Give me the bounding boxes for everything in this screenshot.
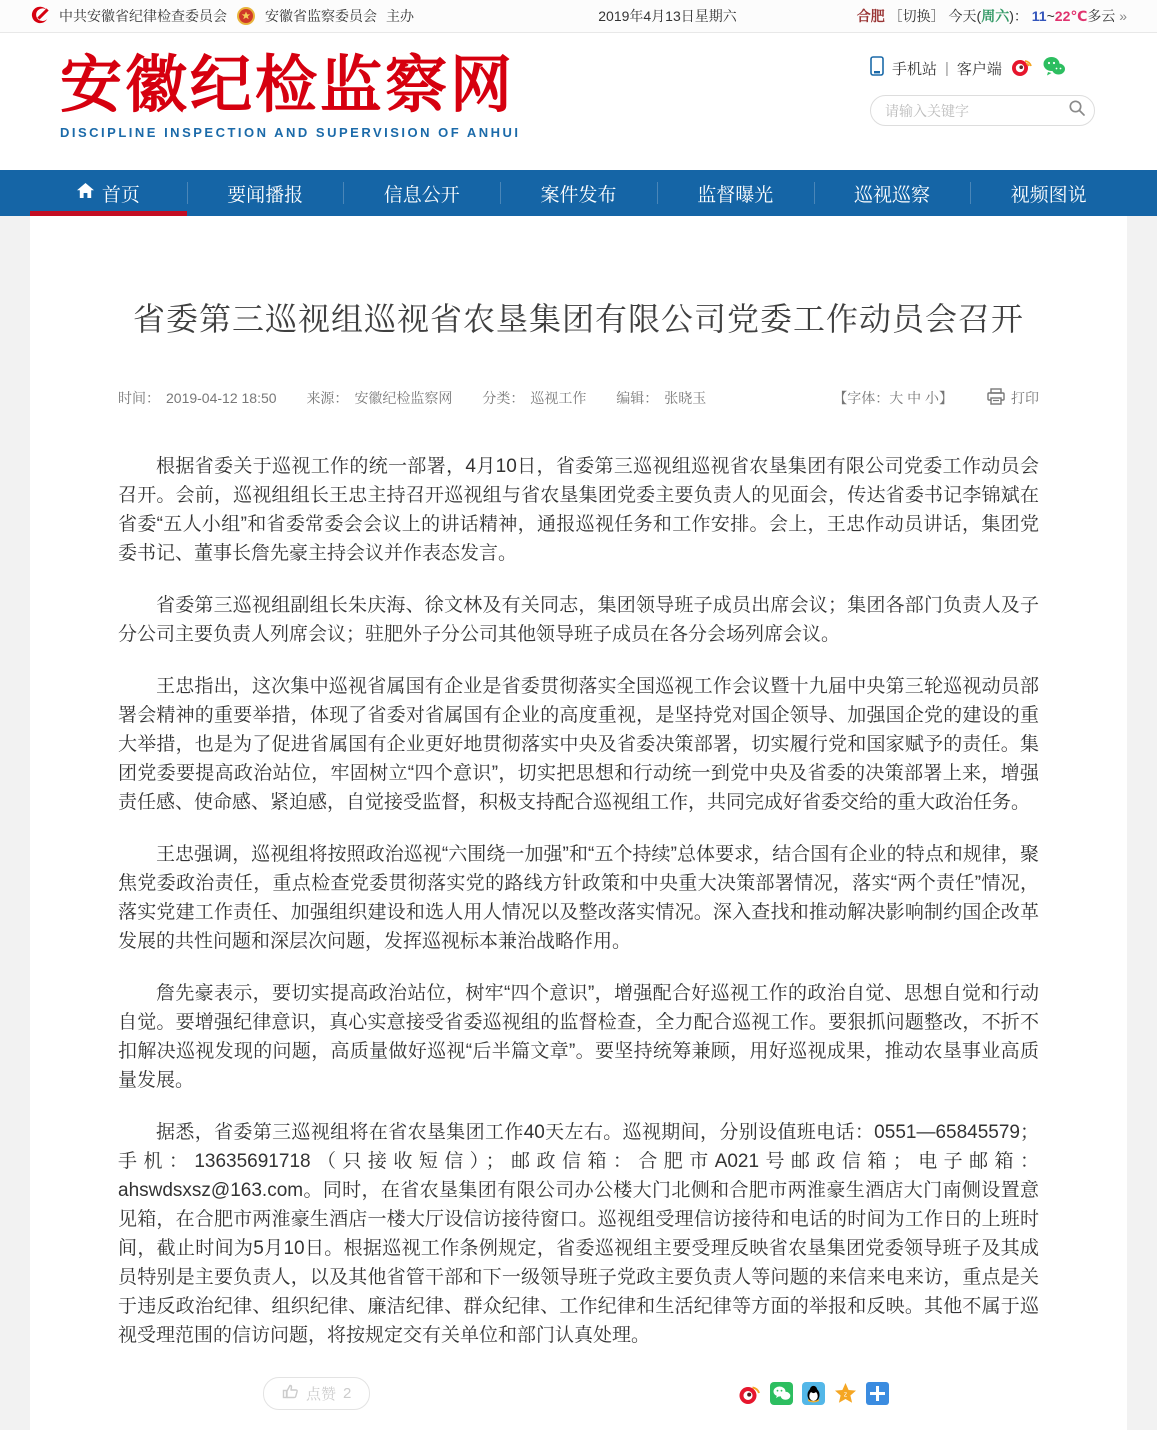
- nav-item-supervision-exposure[interactable]: [657, 170, 814, 216]
- link-divider: |: [945, 59, 949, 77]
- site-title: 安徽纪检监察网: [60, 52, 516, 120]
- nav-item-label: 信息公开: [383, 184, 460, 206]
- wechat-icon[interactable]: [770, 1382, 793, 1405]
- article-actions: [118, 1376, 1039, 1410]
- search-box: [870, 95, 1095, 126]
- mobile-site-link[interactable]: 手机站: [892, 60, 938, 78]
- current-date: 2019年4月13日星期六: [598, 8, 737, 24]
- client-app-link[interactable]: 客户端: [956, 60, 1002, 78]
- national-emblem-icon: [236, 6, 256, 26]
- host-org-1[interactable]: 中共安徽省纪律检查委员会: [59, 8, 227, 24]
- qq-icon[interactable]: [802, 1382, 825, 1405]
- meta-source-label: 来源：: [306, 390, 349, 406]
- weather-tilde: ~: [1046, 8, 1055, 24]
- font-size-control: [833, 388, 953, 408]
- share-more-icon[interactable]: [866, 1382, 889, 1405]
- svg-text:z: z: [843, 1391, 848, 1398]
- meta-time-label: 时间：: [118, 390, 160, 406]
- host-org-2[interactable]: 安徽省监察委员会: [265, 8, 377, 24]
- qzone-icon[interactable]: [834, 1382, 857, 1405]
- print-label: 打印: [1011, 390, 1039, 406]
- weather-widget: [857, 6, 1127, 26]
- meta-category-value[interactable]: 巡视工作: [530, 390, 587, 406]
- nav-item-video-pictures[interactable]: [970, 170, 1127, 216]
- share-bar: [738, 1382, 889, 1405]
- meta-editor-value: 张晓玉: [664, 390, 707, 406]
- meta-editor-label: 编辑：: [616, 390, 659, 406]
- mobile-phone-icon: [870, 56, 884, 80]
- nav-item-home[interactable]: [30, 170, 187, 216]
- meta-source-value: 安徽纪检监察网: [354, 390, 453, 406]
- weather-day: 周六: [981, 8, 1010, 24]
- nav-item-label: 监督曝光: [697, 184, 774, 206]
- weibo-icon[interactable]: [738, 1382, 761, 1405]
- font-ctrl-suffix: 】: [939, 390, 953, 406]
- article-body: [118, 452, 1039, 1350]
- font-size-small-button[interactable]: 小: [925, 390, 939, 406]
- wechat-icon[interactable]: [1042, 55, 1066, 81]
- thumbs-up-icon: [282, 1383, 299, 1404]
- host-label: 主办: [386, 8, 414, 24]
- font-size-large-button[interactable]: 大: [889, 390, 904, 406]
- weather-today-label: 今天(: [948, 8, 982, 24]
- meta-time-value: 2019-04-12 18:50: [166, 390, 277, 406]
- site-logo[interactable]: [60, 47, 521, 170]
- nav-item-inspection[interactable]: [814, 170, 971, 216]
- city-switch-link[interactable]: ［切换］: [888, 8, 945, 24]
- nav-item-news[interactable]: [187, 170, 344, 216]
- weibo-icon[interactable]: [1010, 55, 1034, 81]
- font-ctrl-prefix: 【字体：: [833, 390, 890, 406]
- weather-more-link[interactable]: »: [1119, 8, 1127, 24]
- topbar: [0, 0, 1157, 33]
- article-container: [30, 216, 1127, 1430]
- home-icon: [77, 182, 94, 204]
- site-subtitle: DISCIPLINE INSPECTION AND SUPERVISION OF ANHUI: [60, 125, 521, 140]
- print-button[interactable]: [987, 388, 1039, 408]
- nav-item-label: 首页: [101, 184, 140, 206]
- article-paragraph: 王忠强调，巡视组将按照政治巡视“六围绕一加强”和“五个持续”总体要求，结合国有企业的特点和规律，聚焦党委政治责任，重点检查党委贯彻落实党的路线方针政策和中央重大决策部署情况，落实“两个责任”情况，落实党建工作责任、加强组织建设和选人用人情况以及整改落实情况。深入查找和推动解决影响制约国企改革发展的共性问题和深层次问题，发挥巡视标本兼治战略作用。: [118, 844, 1039, 952]
- printer-icon: [987, 388, 1005, 408]
- weather-close-label: )：: [1009, 8, 1028, 24]
- nav-item-label: 要闻播报: [227, 184, 304, 206]
- article-paragraph: 据悉，省委第三巡视组将在省农垦集团工作40天左右。巡视期间，分别设值班电话：0551—65845579；手机：13635691718（只接收短信）；邮政信箱：合肥市A021号邮政信箱；电子邮箱：ahswdsxsz@163.com。同时，在省农垦集团有限公司办公楼大门北侧和合肥市两淮豪生酒店大门南侧设置意见箱，在合肥市两淮豪生酒店一楼大厅设信访接待窗口。巡视组受理信访接待和电话的时间为工作日的上班时间，截止时间为5月10日。根据巡视工作条例规定，省委巡视组主要受理反映省农垦集团党委领导班子及其成员特别是主要负责人，以及其他省管干部和下一级领导班子党政主要负责人等问题的来信来电来访，重点是关于违反政治纪律、组织纪律、廉洁纪律、群众纪律、工作纪律和生活纪律等方面的举报和反映。其他不属于巡视受理范围的信访问题，将按规定交有关单位和部门认真处理。: [118, 1122, 1039, 1346]
- nav-item-label: 巡视巡察: [853, 184, 930, 206]
- article-paragraph: 王忠指出，这次集中巡视省属国有企业是省委贯彻落实全国巡视工作会议暨十九届中央第三轮巡视动员部署会精神的重要举措，体现了省委对省属国有企业的高度重视，是坚持党对国企领导、加强国企党的建设的重大举措，也是为了促进省属国有企业更好地贯彻落实中央及省委决策部署，切实履行党和国家赋予的责任。集团党委要提高政治站位，牢固树立“四个意识”，切实把思想和行动统一到党中央及省委的决策部署上来，增强责任感、使命感、紧迫感，自觉接受监督，积极支持配合巡视组工作，共同完成好省委交给的重大政治任务。: [118, 676, 1039, 813]
- main-nav: [0, 170, 1157, 216]
- article-title: 省委第三巡视组巡视省农垦集团有限公司党委工作动员会召开: [132, 301, 1024, 337]
- search-input[interactable]: [883, 102, 1068, 120]
- search-icon[interactable]: [1068, 99, 1086, 122]
- nav-item-label: 案件发布: [540, 184, 617, 206]
- meta-category-label: 分类：: [482, 390, 525, 406]
- weather-city: 合肥: [856, 8, 885, 24]
- nav-item-info-disclosure[interactable]: [343, 170, 500, 216]
- like-count: 2: [343, 1384, 352, 1402]
- article-paragraph: 詹先豪表示，要切实提高政治站位，树牢“四个意识”，增强配合好巡视工作的政治自觉、思想自觉和行动自觉。要增强纪律意识，真心实意接受省委巡视组的监督检查，全力配合巡视工作。要狠抓问题整改，不折不扣解决巡视发现的问题，高质量做好巡视“后半篇文章”。要坚持统筹兼顾，用好巡视成果，推动农垦事业高质量发展。: [118, 983, 1039, 1091]
- weather-high-temp: 22℃: [1054, 8, 1088, 24]
- like-button[interactable]: [263, 1377, 370, 1410]
- article-paragraph: 省委第三巡视组副组长朱庆海、徐文林及有关同志，集团领导班子成员出席会议；集团各部门负责人及子分公司主要负责人列席会议；驻肥外子分公司其他领导班子成员在各分会场列席会议。: [118, 595, 1039, 645]
- article-paragraph: 根据省委关于巡视工作的统一部署，4月10日，省委第三巡视组巡视省农垦集团有限公司党委工作动员会召开。会前，巡视组组长王忠主持召开巡视组与省农垦集团党委主要负责人的见面会，传达省委书记李锦斌在省委“五人小组”和省委常委会会议上的讲话精神，通报巡视任务和工作安排。会上，王忠作动员讲话，集团党委书记、董事长詹先豪主持会议并作表态发言。: [118, 456, 1039, 564]
- like-label: 点赞: [306, 1385, 337, 1403]
- article-meta: [118, 388, 1039, 408]
- nav-item-label: 视频图说: [1010, 184, 1087, 206]
- font-size-medium-button[interactable]: 中: [907, 390, 922, 406]
- nav-item-case-release[interactable]: [500, 170, 657, 216]
- weather-low-temp: 11: [1031, 8, 1047, 24]
- weather-condition: 多云: [1087, 8, 1116, 24]
- party-emblem-icon: [30, 6, 50, 26]
- site-header: [0, 33, 1157, 170]
